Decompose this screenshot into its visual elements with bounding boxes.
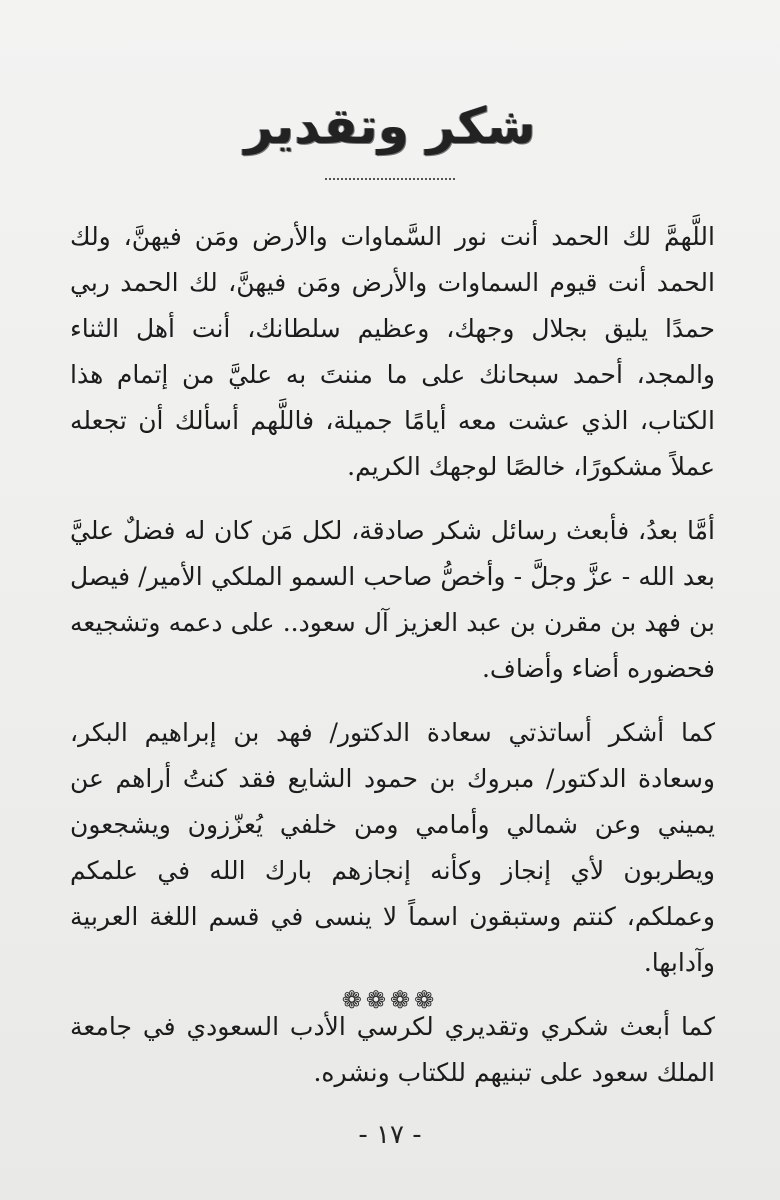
paragraph-thanks-professors: كما أشكر أساتذتي سعادة الدكتور/ فهد بن إبراهيم البكر، وسعادة الدكتور/ مبروك بن حمود الشايع فقد كنتُ أراهم عن يميني وعن شمالي وأمامي ومن خلفي يُعزّزون ويشجعون ويطربون لأي إنجاز وكأنه إنجازهم بارك الله في علمكم وعملكم، كنتم وستبقون اسماً لا ينسى في قسم اللغة العربية وآدابها. xyxy=(70,718,715,977)
page-title: شكر وتقدير xyxy=(244,97,536,155)
paragraph-thanks-chair: كما أبعث شكري وتقديري لكرسي الأدب السعودي في جامعة الملك سعود على تبنيهم للكتاب ونشره. xyxy=(70,1012,715,1087)
title-flourish xyxy=(325,172,455,180)
paragraph-thanks-prince: أمَّا بعدُ، فأبعث رسائل شكر صادقة، لكل مَن كان له فضلٌ عليَّ بعد الله - عزَّ وجلَّ - وأخصُّ صاحب السمو الملكي الأمير/ فيصل بن فهد بن مقرن بن عبد العزيز آل سعود.. على دعمه وتشجيعه فحضوره أضاء وأضاف. xyxy=(70,516,715,683)
flower-ornament-icon: ❁❁❁❁ xyxy=(341,986,439,1014)
page-number: - ١٧ - xyxy=(358,1120,422,1150)
paragraph-praise: اللَّهمَّ لك الحمد أنت نور السَّماوات والأرض ومَن فيهنَّ، ولك الحمد أنت قيوم السماوات والأرض ومَن فيهنَّ، لك الحمد ربي حمدًا يليق بجلال وجهك، وعظيم سلطانك، أنت أهل الثناء والمجد، أحمد سبحانك على ما مننتَ به عليَّ من إتمام هذا الكتاب، الذي عشت معه أيامًا جميلة، فاللَّهم أسألك أن تجعله عملاً مشكورًا، خالصًا لوجهك الكريم. xyxy=(70,222,715,481)
acknowledgement-text xyxy=(70,214,715,1114)
